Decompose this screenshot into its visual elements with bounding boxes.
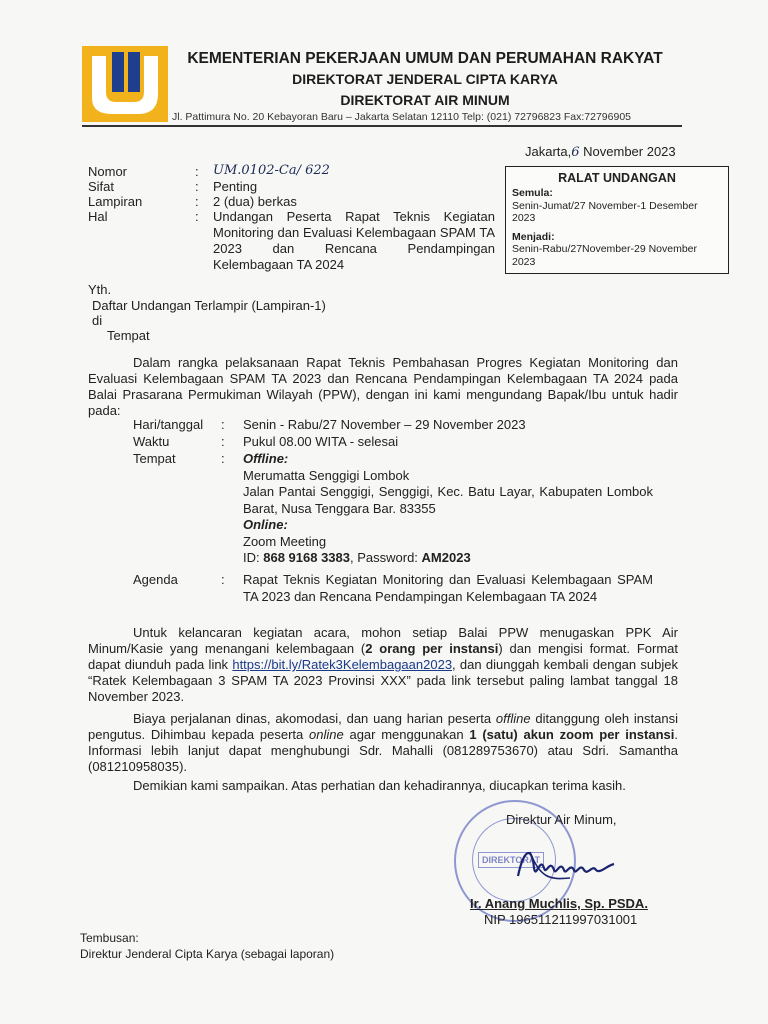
ministry-name: KEMENTERIAN PEKERJAAN UMUM DAN PERUMAHAN RAKYAT bbox=[187, 50, 663, 67]
tempat-block bbox=[243, 451, 653, 567]
value-agenda: Rapat Teknis Kegiatan Monitoring dan Evaluasi Kelembagaan SPAM TA 2023 dan Rencana Pendampingan Kelembagaan TA 2024 bbox=[243, 572, 653, 604]
signer-nip: NIP 196511211997031001 bbox=[484, 912, 638, 927]
meeting-password: AM2023 bbox=[421, 550, 471, 565]
tembusan-label: Tembusan: bbox=[80, 931, 139, 945]
paragraph-biaya: Biaya perjalanan dinas, akomodasi, dan uang harian peserta offline ditanggung oleh instansi pengutus. Dihimbau kepada peserta online agar menggunakan 1 (satu) akun zoom per instansi. Informasi lebih lanjut dapat menghubungi Sdr. Mahalli (081289753670) atau Sdri. Samantha (081210958035). bbox=[88, 711, 678, 774]
value-hari: Senin - Rabu/27 November – 29 November 2023 bbox=[243, 417, 526, 432]
handwritten-signature bbox=[510, 838, 620, 886]
ralat-semula-value: Senin-Jumat/27 November-1 Desember 2023 bbox=[512, 199, 698, 224]
closing-paragraph: Demikian kami sampaikan. Atas perhatian dan kehadirannya, diucapkan terima kasih. bbox=[133, 778, 626, 793]
meta-hal: Undangan Peserta Rapat Teknis Kegiatan Monitoring dan Evaluasi Kelembagaan SPAM TA 2023 dan Rencana Pendampingan Kelembagaan TA 2024 bbox=[213, 209, 495, 272]
letter-number: UM.0102-Ca/ 622 bbox=[213, 163, 330, 178]
ralat-menjadi-value: Senin-Rabu/27November-29 November 2023 bbox=[512, 243, 698, 268]
handwritten-day: 6 bbox=[571, 145, 580, 160]
venue-name: Merumatta Senggigi Lombok bbox=[243, 467, 410, 483]
zoom-label: Zoom Meeting bbox=[243, 533, 327, 549]
intro-paragraph: Dalam rangka pelaksanaan Rapat Teknis Pembahasan Progres Kegiatan Monitoring dan Evaluasi Kelembagaan SPAM TA 2023 dan Rencana Pendampingan Kelembagaan TA 2024 pada Balai Prasarana Permukiman Wilayah (PPW), dengan ini kami mengundang Bapak/Ibu untuk hadir pada: bbox=[88, 355, 678, 418]
place-date: Jakarta,6 November 2023 bbox=[525, 144, 676, 160]
recipient-yth: Yth. bbox=[88, 282, 112, 297]
meeting-id: 868 9168 3383 bbox=[263, 550, 350, 565]
form-download-link[interactable]: https://bit.ly/Ratek3Kelembagaan2023 bbox=[232, 657, 453, 672]
label-waktu: Waktu bbox=[133, 434, 170, 449]
office-address: Jl. Pattimura No. 20 Kebayoran Baru – Jakarta Selatan 12110 Telp: (021) 72796823 Fax:72796905 bbox=[172, 111, 632, 123]
tembusan-item: Direktur Jenderal Cipta Karya (sebagai laporan) bbox=[80, 947, 335, 961]
ralat-menjadi-label: Menjadi: bbox=[512, 230, 555, 243]
meta-label-hal: Hal bbox=[88, 209, 108, 224]
zoom-credentials: ID: 868 9168 3383, Password: AM2023 bbox=[243, 550, 471, 565]
signer-name: Ir. Anang Muchlis, Sp. PSDA. bbox=[470, 896, 648, 911]
ralat-semula-label: Semula: bbox=[512, 187, 553, 199]
ralat-title: RALAT UNDANGAN bbox=[558, 171, 676, 185]
online-label: Online: bbox=[243, 517, 288, 532]
label-hari: Hari/tanggal bbox=[133, 417, 204, 432]
meta-sifat: Penting bbox=[213, 179, 258, 194]
meta-label-nomor: Nomor bbox=[88, 164, 128, 179]
venue-address: Jalan Pantai Senggigi, Senggigi, Kec. Batu Layar, Kabupaten Lombok Barat, Nusa Tenggara Bar. 83355 bbox=[243, 484, 653, 516]
meta-lampiran: 2 (dua) berkas bbox=[213, 194, 297, 209]
value-waktu: Pukul 08.00 WITA - selesai bbox=[243, 434, 399, 449]
stamp-center-text: DIREKTORAT bbox=[478, 852, 544, 868]
recipient-list: Daftar Undangan Terlampir (Lampiran-1) bbox=[92, 298, 326, 313]
meta-label-sifat: Sifat bbox=[88, 179, 115, 194]
directorate-general: DIREKTORAT JENDERAL CIPTA KARYA bbox=[292, 71, 558, 87]
signer-position: Direktur Air Minum, bbox=[506, 812, 617, 827]
label-agenda: Agenda bbox=[133, 572, 178, 587]
recipient-di: di bbox=[92, 313, 103, 328]
directorate-name: DIREKTORAT AIR MINUM bbox=[340, 92, 510, 108]
ralat-box bbox=[505, 166, 729, 274]
offline-label: Offline: bbox=[243, 451, 289, 466]
recipient-tempat: Tempat bbox=[107, 328, 150, 343]
ministry-logo bbox=[82, 46, 168, 122]
meta-label-lampiran: Lampiran bbox=[88, 194, 143, 209]
paragraph-format: Untuk kelancaran kegiatan acara, mohon setiap Balai PPW menugaskan PPK Air Minum/Kasie yang menangani kelembagaan (2 orang per instansi) dan mengisi format. Format dapat diunduh pada link https://bit.ly/Ratek3Kelembagaan2023, dan diunggah kembali dengan subjek “Ratek Kelembagaan 3 SPAM TA 2023 Provinsi XXX” pada link tersebut paling lambat tanggal 18 November 2023. bbox=[88, 625, 678, 704]
header-divider bbox=[82, 125, 682, 127]
label-tempat: Tempat bbox=[133, 451, 176, 466]
